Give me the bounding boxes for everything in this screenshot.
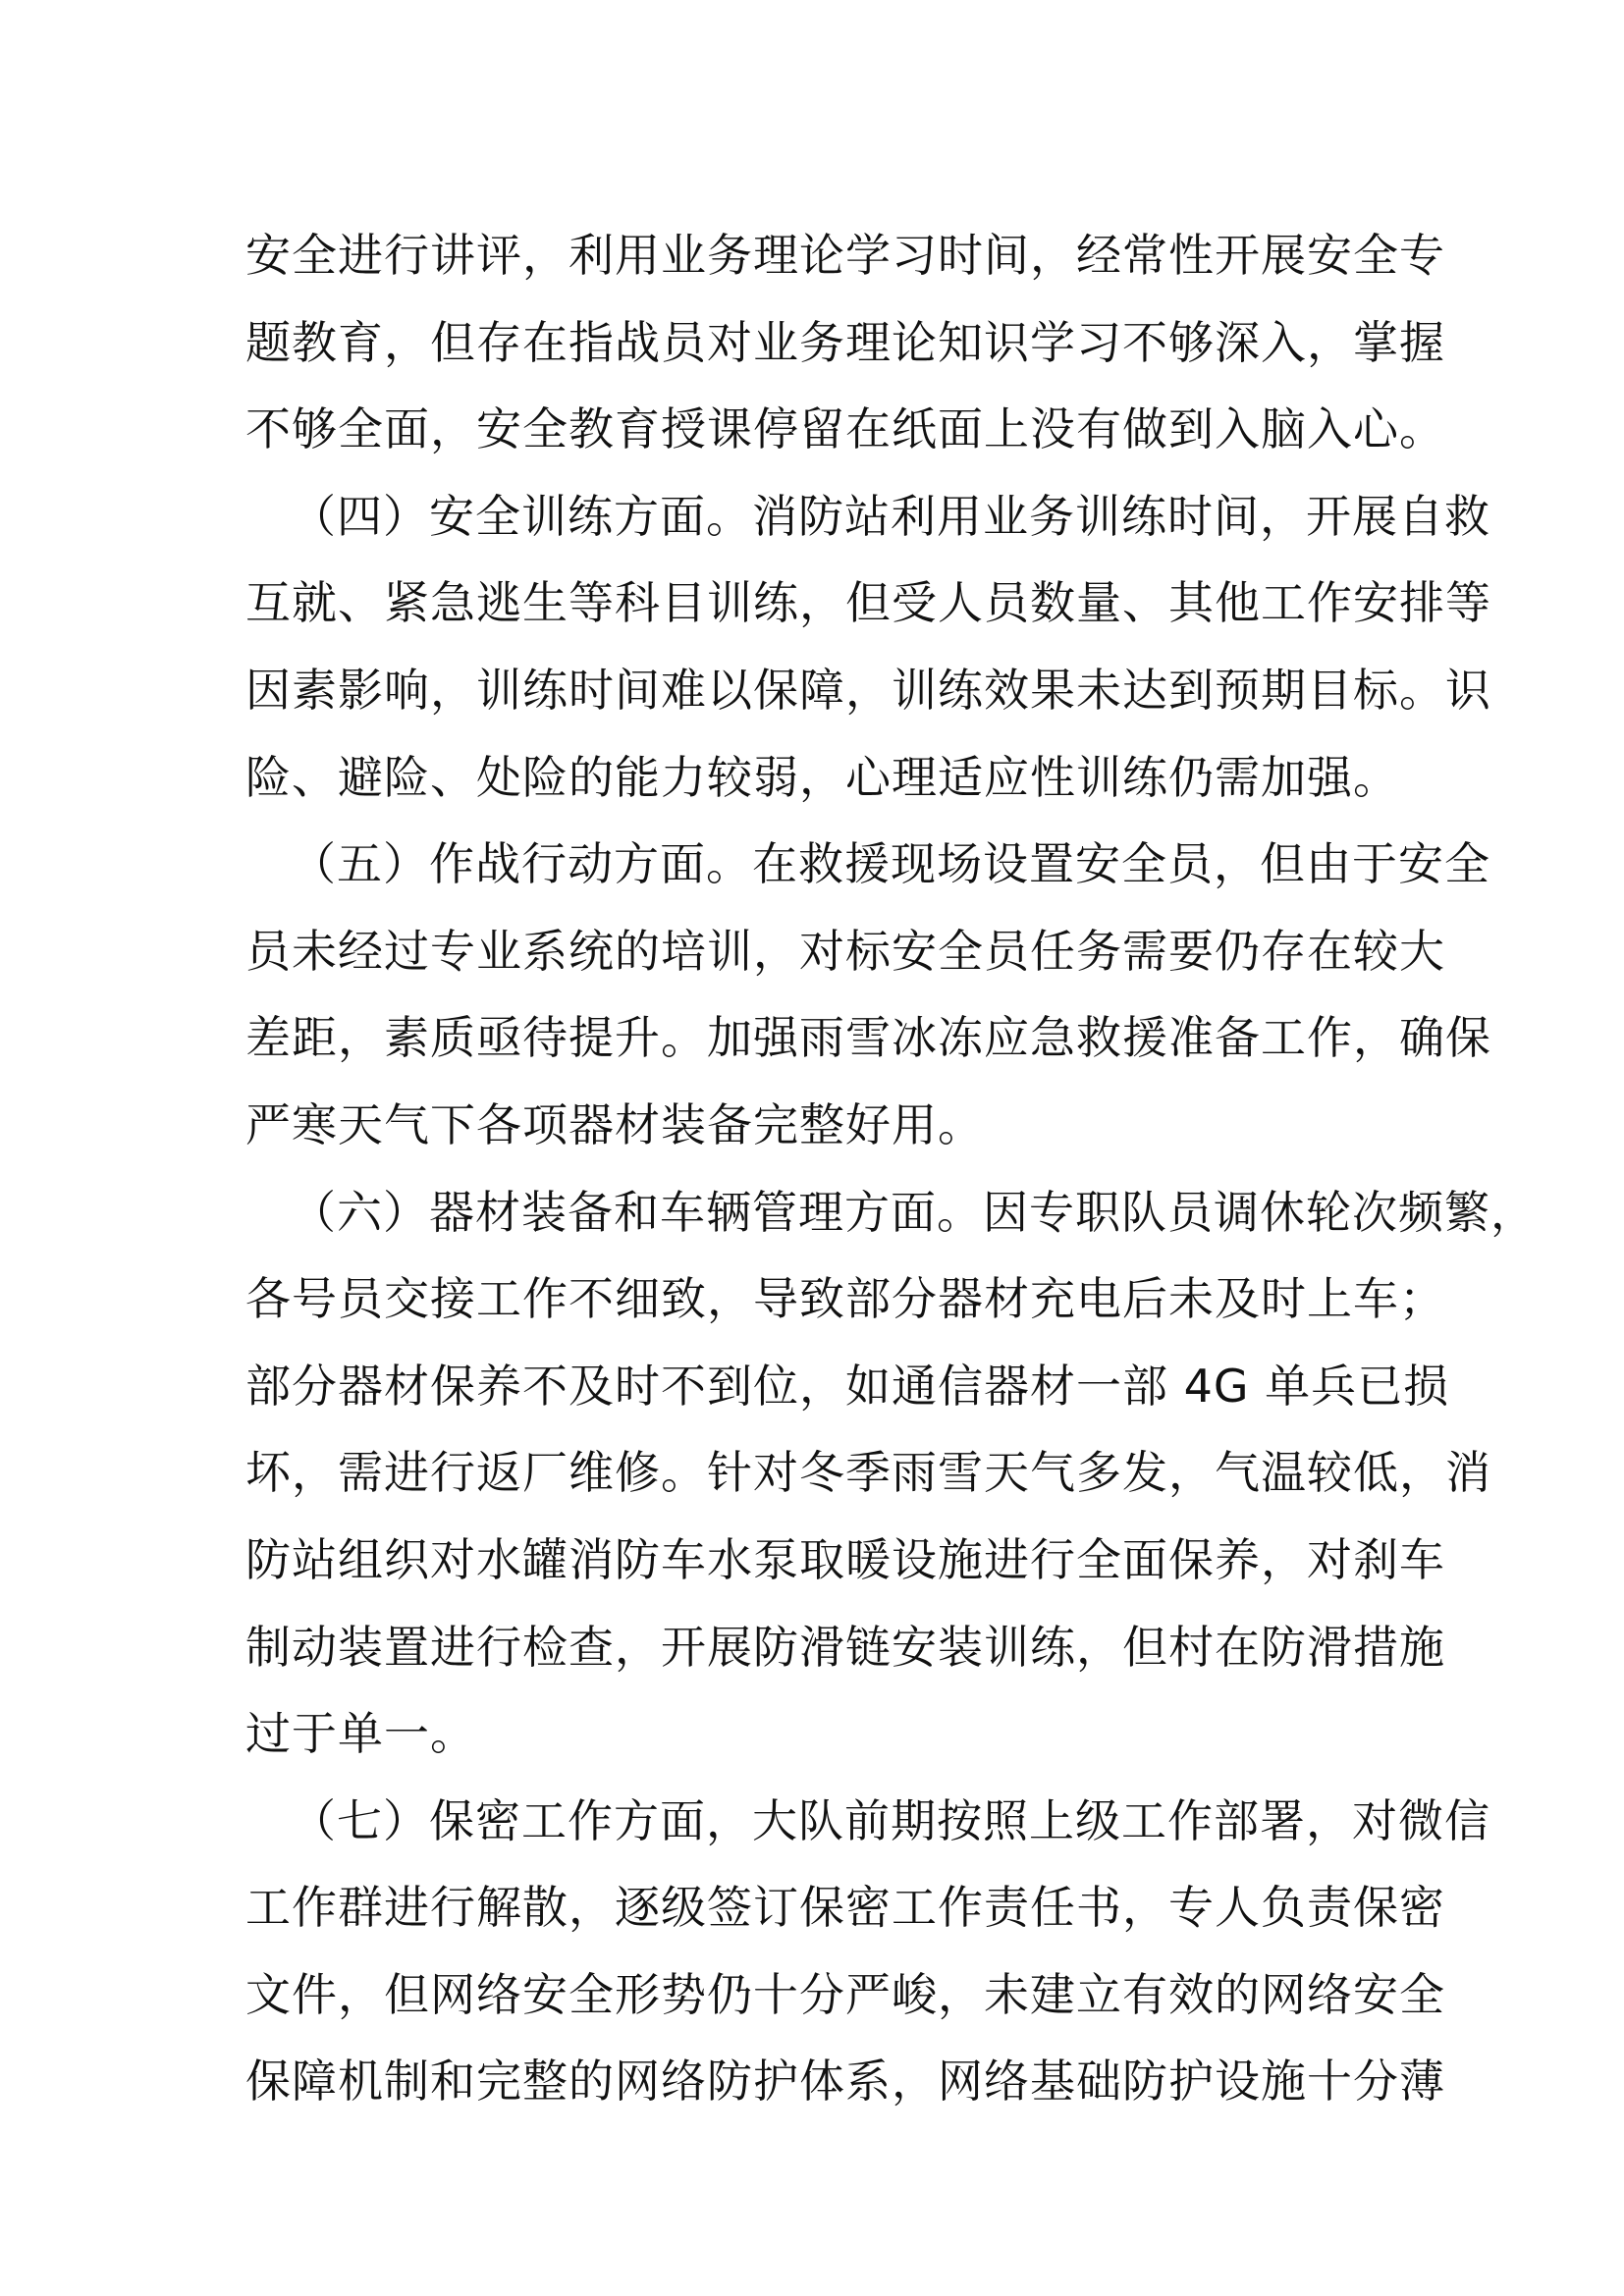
text-line: 差距，素质亟待提升。加强雨雪冰冻应急救援准备工作，确保 — [245, 1011, 1491, 1065]
text-line: （五）作战行动方面。在救援现场设置安全员，但由于安全 — [291, 837, 1490, 891]
paragraph-continuation — [245, 212, 1445, 473]
paragraph-section-5 — [245, 821, 1491, 1168]
text-line: 险、避险、处险的能力较弱，心理适应性训练仍需加强。 — [245, 750, 1399, 804]
paragraph-section-4 — [245, 473, 1491, 821]
text-line: （七）保密工作方面，大队前期按照上级工作部署，对微信 — [291, 1793, 1490, 1847]
text-line: 因素影响，训练时间难以保障，训练效果未达到预期目标。识 — [245, 663, 1491, 717]
document-body — [245, 212, 1537, 2125]
text-line: 互就、紧急逃生等科目训练，但受人员数量、其他工作安排等 — [245, 576, 1491, 630]
text-line: 各号员交接工作不细致，导致部分器材充电后未及时上车； — [245, 1272, 1445, 1326]
paragraph-section-7 — [245, 1778, 1490, 2125]
text-line: 过于单一。 — [245, 1707, 476, 1761]
text-line: （六）器材装备和车辆管理方面。因专职队员调休轮次频繁， — [291, 1185, 1537, 1239]
text-line: 防站组织对水罐消防车水泵取暖设施进行全面保养，对刹车 — [245, 1532, 1445, 1586]
text-line: 严寒天气下各项器材装备完整好用。 — [245, 1097, 984, 1151]
text-line: （四）安全训练方面。消防站利用业务训练时间，开展自救 — [291, 489, 1490, 543]
paragraph-section-6 — [245, 1169, 1537, 1778]
text-line: 制动装置进行检查，开展防滑链安装训练，但村在防滑措施 — [245, 1620, 1445, 1674]
text-line: 工作群进行解散，逐级签订保密工作责任书，专人负责保密 — [245, 1881, 1445, 1935]
text-line: 坏，需进行返厂维修。针对冬季雨雪天气多发，气温较低，消 — [245, 1446, 1491, 1500]
text-line: 部分器材保养不及时不到位，如通信器材一部 4G 单兵已损 — [245, 1359, 1450, 1413]
text-line: 保障机制和完整的网络防护体系，网络基础防护设施十分薄 — [245, 2055, 1445, 2109]
text-line: 题教育，但存在指战员对业务理论知识学习不够深入，掌握 — [245, 315, 1445, 369]
text-line: 不够全面，安全教育授课停留在纸面上没有做到入脑入心。 — [245, 402, 1445, 456]
text-line: 员未经过专业系统的培训，对标安全员任务需要仍存在较大 — [245, 924, 1445, 978]
text-line: 安全进行讲评，利用业务理论学习时间，经常性开展安全专 — [245, 229, 1445, 282]
text-line: 文件，但网络安全形势仍十分严峻，未建立有效的网络安全 — [245, 1967, 1445, 2021]
